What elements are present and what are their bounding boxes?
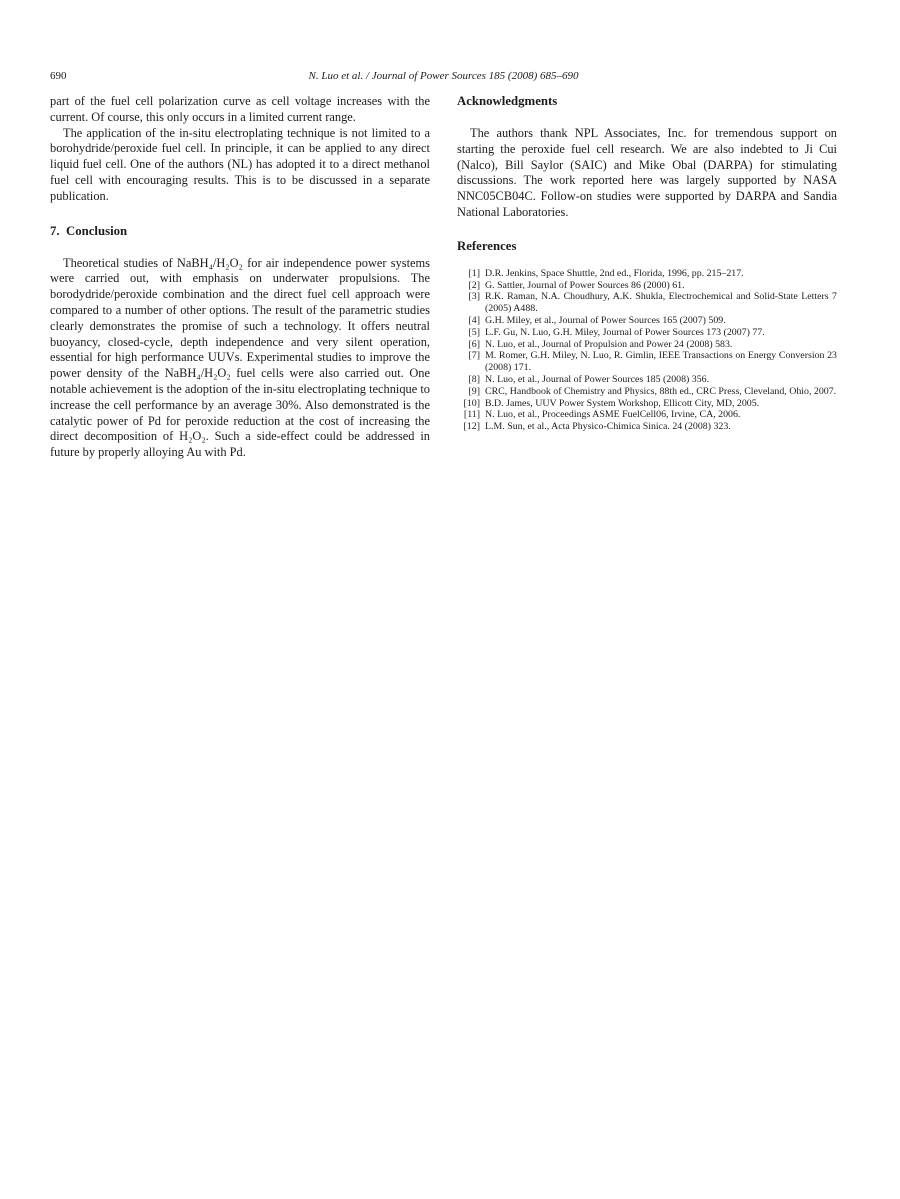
reference-number: [4] (468, 314, 480, 326)
reference-item (457, 350, 837, 374)
reference-number: [12] (463, 421, 480, 433)
reference-number: [9] (468, 385, 480, 397)
reference-number: [11] (463, 409, 480, 421)
page-content (50, 94, 837, 461)
reference-item (457, 398, 837, 410)
references-heading: References (457, 238, 517, 253)
reference-text: B.D. James, UUV Power System Workshop, Ellicott City, MD, 2005. (485, 397, 760, 409)
reference-text: N. Luo, et al., Journal of Power Sources 185 (2008) 356. (485, 373, 710, 385)
conclusion-heading: 7. Conclusion (50, 223, 128, 238)
reference-number: [1] (468, 267, 480, 279)
reference-item (457, 315, 837, 327)
reference-item (457, 291, 837, 315)
reference-number: [8] (468, 373, 480, 385)
acknowledgments-paragraph: The authors thank NPL Associates, Inc. for tremendous support on starting the peroxide fuel cell research. We are also indebted to Ji Cui (Nalco), Bill Saylor (SAIC) and Mike Obal (DARPA) for stimulating discussions. The work reported here was largely supported by NASA NNC05CB04C. Follow-on studies were supported by DARPA and Sandia National Laboratories. (457, 126, 837, 219)
reference-text: D.R. Jenkins, Space Shuttle, 2nd ed., Florida, 1996, pp. 215–217. (485, 267, 744, 279)
reference-number: [7] (468, 350, 480, 362)
reference-item (457, 339, 837, 351)
reference-item (457, 386, 837, 398)
paragraph-continuation: part of the fuel cell polarization curve as cell voltage increases with the current. Of course, this only occurs in a limited current range. (50, 94, 430, 124)
running-head (50, 69, 837, 83)
reference-item (457, 421, 837, 433)
left-column (50, 94, 430, 461)
right-column (457, 94, 837, 461)
reference-number: [10] (463, 397, 480, 409)
acknowledgments-heading: Acknowledgments (457, 94, 558, 108)
reference-item (457, 268, 837, 280)
reference-number: [2] (468, 279, 480, 291)
reference-text: N. Luo, et al., Journal of Propulsion and Power 24 (2008) 583. (485, 338, 733, 350)
reference-text: N. Luo, et al., Proceedings ASME FuelCell06, Irvine, CA, 2006. (485, 409, 741, 421)
reference-text: L.F. Gu, N. Luo, G.H. Miley, Journal of Power Sources 173 (2007) 77. (485, 326, 765, 338)
reference-item (457, 280, 837, 292)
reference-text: M. Romer, G.H. Miley, N. Luo, R. Gimlin, IEEE Transactions on Energy Conversion 23 (2008) 171. (485, 350, 837, 374)
reference-number: [3] (468, 291, 480, 303)
reference-item (457, 374, 837, 386)
reference-list (457, 268, 837, 433)
reference-number: [6] (468, 338, 480, 350)
reference-item (457, 327, 837, 339)
page-number: 690 (50, 70, 67, 82)
reference-text: R.K. Raman, N.A. Choudhury, A.K. Shukla, Electrochemical and Solid-State Letters 7 (2005) A488. (485, 291, 837, 315)
reference-number: [5] (468, 326, 480, 338)
conclusion-paragraph: Theoretical studies of NaBH₄/H₂O₂ for air independence power systems were carried out, with emphasis on underwater propulsions. The borodydride/peroxide combination and the direct fuel cell approach were compared to a number of other options. The result of the parametric studies clearly demonstrates the promise of such a technology. It offers neutral buoyancy, closed-cycle, depth independence and very silent operation, essential for high performance UUVs. Experimental studies to improve the power density of the NaBH₄/H₂O₂ fuel cells were also carried out. One notable achievement is the adoption of the in-situ electroplating technique to increase the cell performance by an average 30%. Also demonstrated is the catalytic power of Pd for peroxide reduction at the cost of increasing the direct decomposition of H₂O₂. Such a side-effect could be addressed in future by properly alloying Au with Pd. (50, 255, 430, 460)
reference-item (457, 409, 837, 421)
reference-text: CRC, Handbook of Chemistry and Physics, 88th ed., CRC Press, Cleveland, Ohio, 2007. (485, 385, 837, 397)
reference-text: G. Sattler, Journal of Power Sources 86 (2000) 61. (485, 279, 685, 291)
running-title: N. Luo et al. / Journal of Power Sources 185 (2008) 685–690 (308, 70, 579, 82)
reference-text: G.H. Miley, et al., Journal of Power Sources 165 (2007) 509. (485, 314, 726, 326)
paragraph-electroplating: The application of the in-situ electroplating technique is not limited to a borohydride/peroxide fuel cell. In principle, it can be applied to any direct liquid fuel cell. One of the authors (NL) has adopted it to a direct methanol fuel cell with encouraging results. This is to be discussed in a separate publication. (50, 125, 430, 203)
reference-text: L.M. Sun, et al., Acta Physico-Chimica Sinica. 24 (2008) 323. (485, 421, 731, 433)
